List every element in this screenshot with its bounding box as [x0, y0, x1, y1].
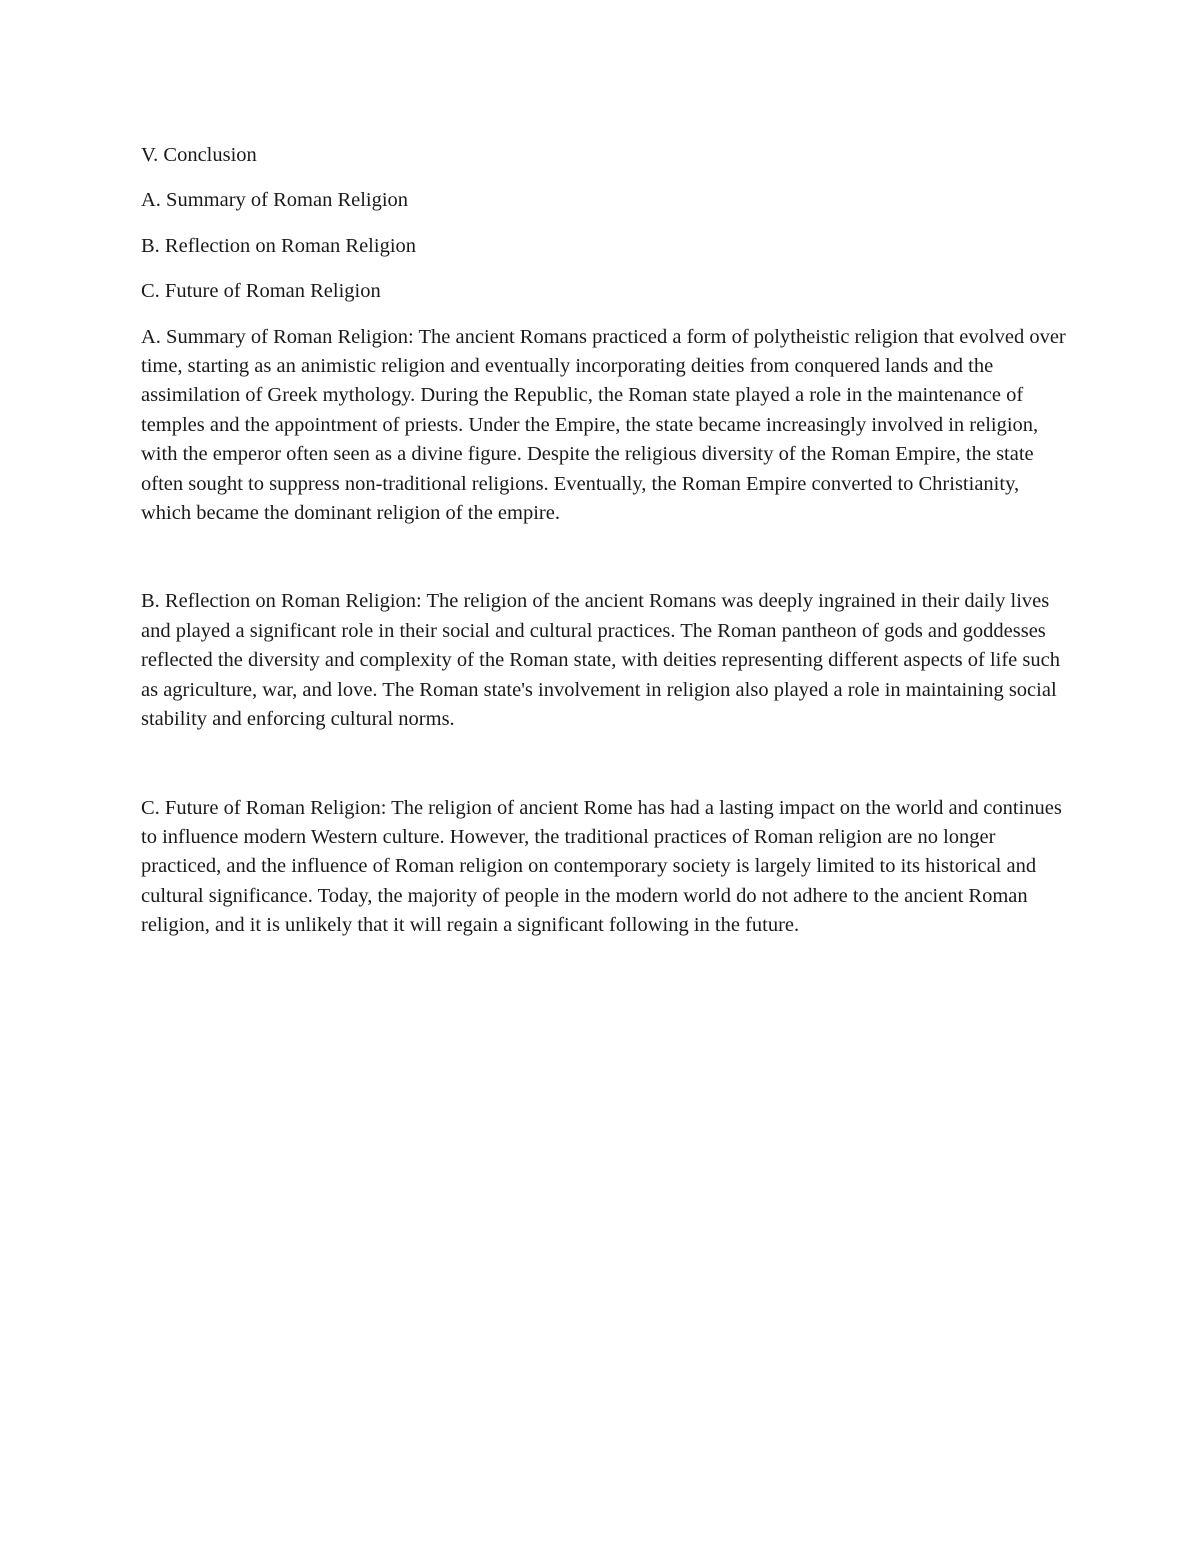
outline-item-summary: A. Summary of Roman Religion	[141, 189, 409, 212]
paragraph-summary: A. Summary of Roman Religion: The ancient Romans practiced a form of polytheistic religion that evolved over time, starting as an animistic religion and eventually incorporating deities from conquered lands and the assimilation of Greek mythology. During the Republic, the Roman state played a role in the maintenance of temples and the appointment of priests. Under the Empire, the state became increasingly involved in religion, with the emperor often seen as a divine figure. Despite the religious diversity of the Roman Empire, the state often sought to suppress non-traditional religions. Eventually, the Roman Empire converted to Christianity, which became the dominant religion of the empire.	[141, 325, 1066, 525]
section-heading: V. Conclusion	[141, 144, 257, 166]
outline-item-reflection: B. Reflection on Roman Religion	[141, 234, 417, 257]
document-body	[141, 141, 1066, 941]
outline-item-future: C. Future of Roman Religion	[141, 280, 381, 303]
paragraph-reflection: B. Reflection on Roman Religion: The religion of the ancient Romans was deeply ingrained in their daily lives and played a significant role in their social and cultural practices. The Roman pantheon of gods and goddesses reflected the diversity and complexity of the Roman state, with deities representing different aspects of life such as agriculture, war, and love. The Roman state's involvement in religion also played a role in maintaining social stability and enforcing cultural norms.	[141, 590, 1060, 731]
paragraph-future: C. Future of Roman Religion: The religion of ancient Rome has had a lasting impact on the world and continues to influence modern Western culture. However, the traditional practices of Roman religion are no longer practiced, and the influence of Roman religion on contemporary society is largely limited to its historical and cultural significance. Today, the majority of people in the modern world do not adhere to the ancient Roman religion, and it is unlikely that it will regain a significant following in the future.	[141, 796, 1062, 937]
